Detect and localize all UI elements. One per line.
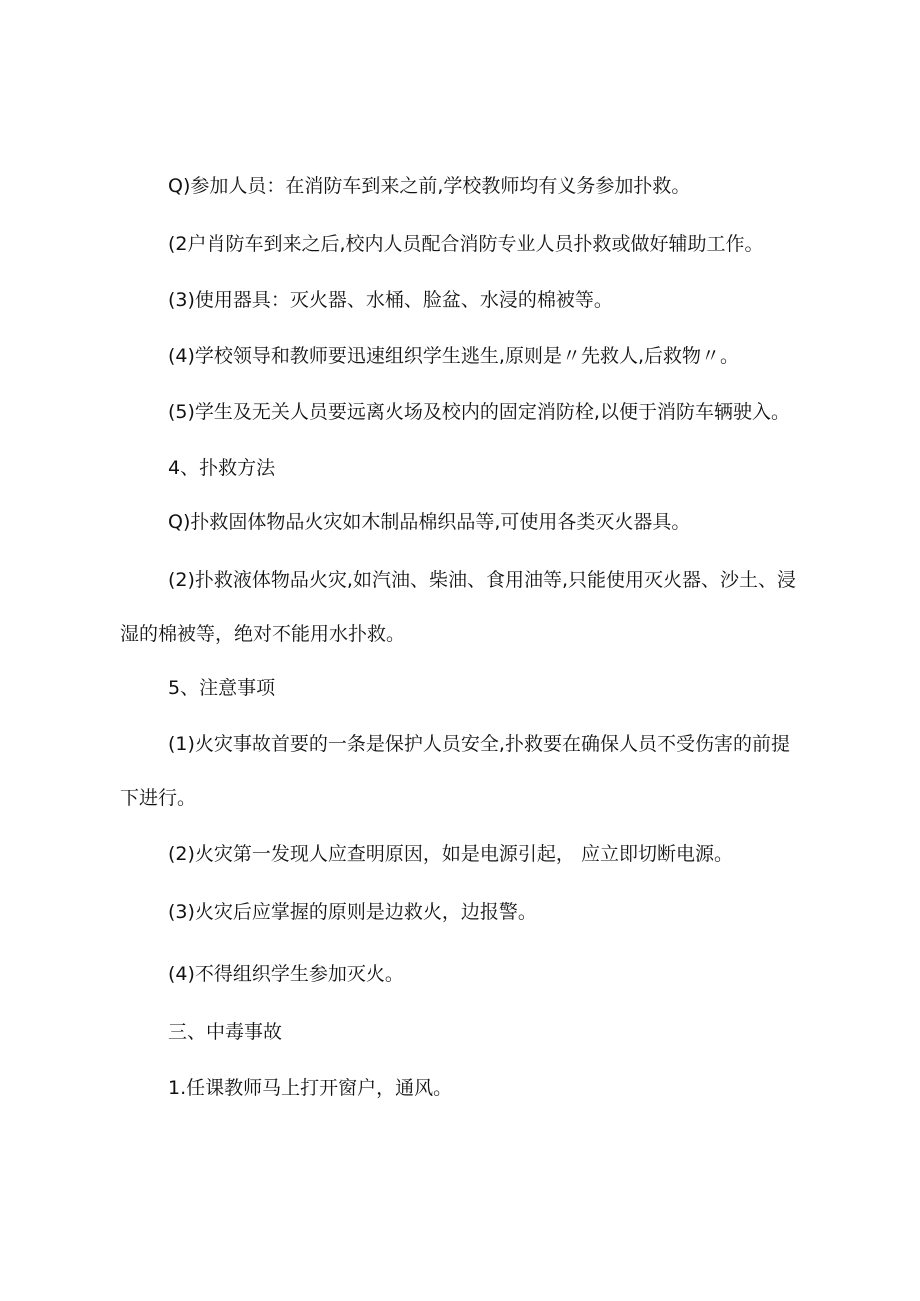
paragraph-evacuation: (4)学校领导和教师要迅速组织学生逃生,原则是〃先救人,后救物〃。 — [168, 345, 739, 367]
section-heading-firefighting: 4、扑救方法 — [168, 457, 276, 479]
paragraph-participants: Q)参加人员：在消防车到来之前,学校教师均有义务参加扑救。 — [168, 175, 691, 197]
paragraph-cut-power: (2)火灾第一发现人应查明原因，如是电源引起， 应立即切断电源。 — [168, 843, 733, 865]
section-heading-precautions: 5、注意事项 — [168, 677, 276, 699]
paragraph-safety-first: (1)火灾事故首要的一条是保护人员安全,扑救要在确保人员不受伤害的前提 — [168, 733, 790, 755]
paragraph-equipment: (3)使用器具：灭火器、水桶、脸盆、水浸的棉被等。 — [168, 289, 613, 311]
paragraph-open-windows: 1.任课教师马上打开窗户，通风。 — [168, 1077, 453, 1099]
paragraph-solid-fire: Q)扑救固体物品火灾如木制品棉织品等,可使用各类灭火器具。 — [168, 511, 691, 533]
paragraph-keep-away: (5)学生及无关人员要远离火场及校内的固定消防栓,以便于消防车辆驶入。 — [168, 401, 790, 423]
paragraph-after-firetruck: (2户肖防车到来之后,校内人员配合消防专业人员扑救或做好辅助工作。 — [168, 233, 764, 255]
paragraph-liquid-fire: (2)扑救液体物品火灾,如汽油、柴油、食用油等,只能使用灭火器、沙土、浸 — [168, 569, 796, 591]
paragraph-liquid-fire-continued: 湿的棉被等，绝对不能用水扑救。 — [120, 623, 406, 645]
paragraph-safety-first-continued: 下进行。 — [120, 787, 197, 809]
paragraph-no-students: (4)不得组织学生参加灭火。 — [168, 963, 404, 985]
paragraph-rescue-report: (3)火灾后应掌握的原则是边救火，边报警。 — [168, 901, 537, 923]
section-heading-poisoning: 三、中毒事故 — [168, 1021, 283, 1043]
